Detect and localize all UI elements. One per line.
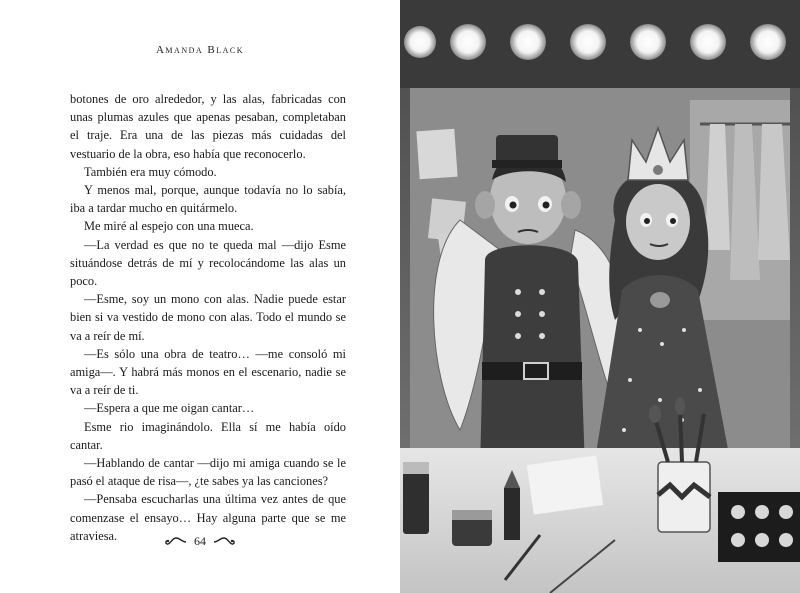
body-text (70, 90, 346, 545)
paragraph: —La verdad es que no te queda mal —dijo Esme situándose detrás de mí y recolocándome las alas un poco. (70, 237, 346, 289)
paragraph: Esme rio imaginándolo. Ella sí me había oído cantar. (70, 419, 346, 452)
paragraph: También era muy cómodo. (84, 164, 217, 179)
swash-ornament-icon (212, 535, 236, 549)
paragraph: botones de oro alrededor, y las alas, fabricadas con unas plumas azules que apenas pesaban, completaban el traje. Era una de las piezas más cuidadas del vestuario de la obra, eso había que reconocerlo. (70, 92, 346, 161)
paragraph: —Hablando de cantar —dijo mi amiga cuando se le pasó el ataque de risa—, ¿te sabes ya las canciones? (70, 456, 346, 489)
swash-ornament-icon (164, 535, 188, 549)
paragraph: —Espera a que me oigan cantar… (84, 401, 255, 416)
page-number: 64 (194, 534, 206, 548)
paragraph: —Es sólo una obra de teatro… —me consoló mi amiga—. Y habrá más monos en el escenario, nadie se va a reír de ti. (70, 346, 346, 398)
page-footer (0, 534, 400, 549)
paragraph: Y menos mal, porque, aunque todavía no lo sabía, iba a tardar mucho en quitármelo. (70, 183, 346, 216)
dressing-room-illustration (400, 0, 800, 593)
illustration-page (400, 0, 800, 593)
paragraph: —Pensaba escucharlas una última vez antes de que comenzase el ensayo… Hay alguna parte que se me atraviesa. (70, 492, 346, 543)
paragraph: Me miré al espejo con una mueca. (84, 219, 254, 234)
paragraph: —Esme, soy un mono con alas. Nadie puede estar bien si va vestido de mono con alas. Todo el mundo se va a reír de mí. (70, 292, 346, 343)
running-head: Amanda Black (155, 44, 245, 56)
eyeshadow-palette-icon (718, 492, 800, 562)
